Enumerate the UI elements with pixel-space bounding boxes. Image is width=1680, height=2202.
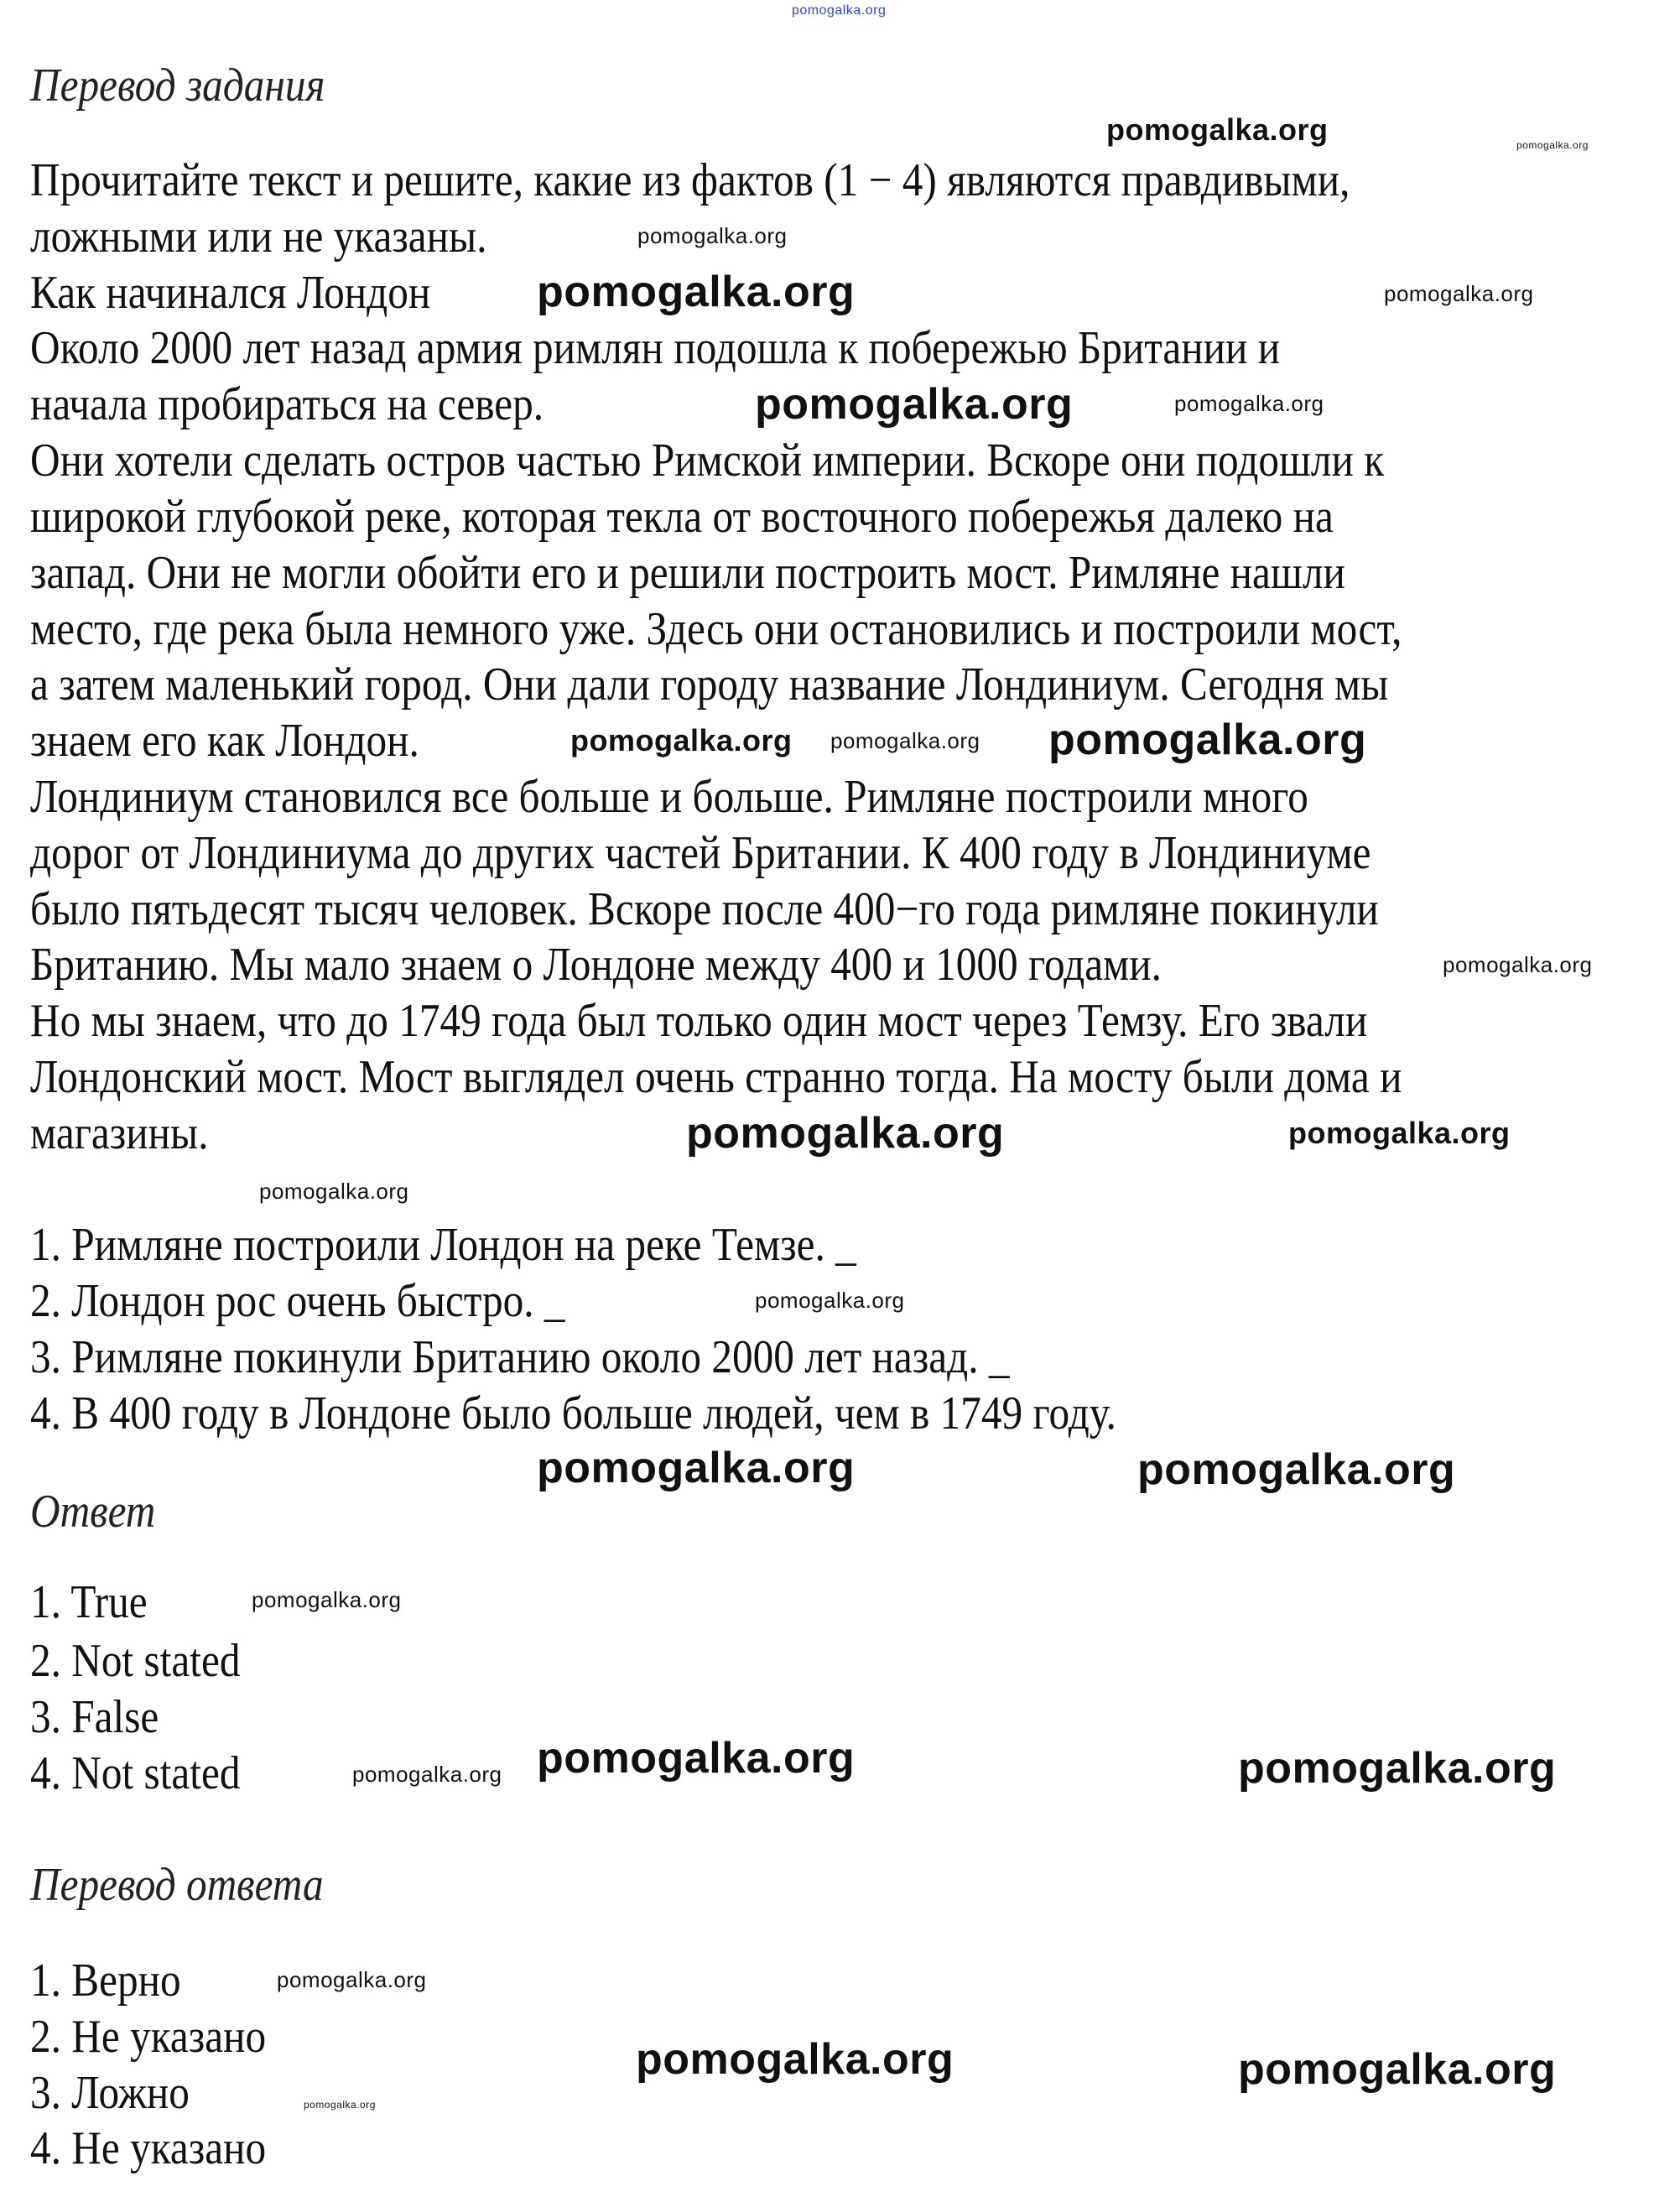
watermark: pomogalka.org [1384,281,1534,306]
translation-item: 1. Верно [30,1955,181,2007]
text-title: Как начинался Лондон [30,267,431,319]
fact-item: 3. Римляне покинули Британию около 2000 лет назад. _ [30,1331,1010,1383]
answer-item: 4. Not stated [30,1747,241,1799]
watermark: pomogalka.org [686,1109,1005,1158]
text-line: Они хотели сделать остров частью Римской империи. Вскоре они подошли к [30,435,1385,487]
translation-item: 4. Не указано [30,2122,267,2174]
watermark: pomogalka.org [352,1762,502,1787]
watermark: pomogalka.org [1238,2045,1557,2094]
watermark: pomogalka.org [636,2035,954,2084]
watermark: pomogalka.org [537,268,856,316]
watermark: pomogalka.org [1238,1744,1557,1793]
text-line: магазины. [30,1107,209,1159]
watermark: pomogalka.org [1288,1116,1511,1150]
text-line: ложными или не указаны. [30,211,487,263]
watermark: pomogalka.org [792,3,887,18]
watermark: pomogalka.org [277,1967,427,1992]
watermark: pomogalka.org [755,1288,905,1313]
text-line: широкой глубокой реке, которая текла от восточного побережья далеко на [30,491,1334,543]
watermark: pomogalka.org [1516,139,1589,151]
watermark: pomogalka.org [830,728,980,753]
task-heading: Перевод задания [30,60,325,112]
watermark: pomogalka.org [537,1734,856,1783]
text-line: а затем маленький город. Они дали городу название Лондиниум. Сегодня мы [30,659,1389,711]
translation-item: 3. Ложно [30,2067,190,2119]
text-line: Прочитайте текст и решите, какие из фактов (1 − 4) являются правдивыми, [30,154,1350,206]
watermark: pomogalka.org [252,1587,402,1612]
watermark: pomogalka.org [537,1444,856,1492]
watermark: pomogalka.org [1048,716,1367,764]
text-line: запад. Они не могли обойти его и решили построить мост. Римляне нашли [30,547,1345,599]
watermark: pomogalka.org [304,2099,376,2111]
watermark: pomogalka.org [1106,112,1329,147]
translation-item: 2. Не указано [30,2011,267,2063]
text-line: было пятьдесят тысяч человек. Вскоре после 400−го года римляне покинули [30,883,1379,935]
text-line: Лондиниум становился все больше и больше. Римляне построили много [30,771,1308,823]
fact-item: 2. Лондон рос очень быстро. _ [30,1275,565,1327]
text-line: место, где река была немного уже. Здесь они остановились и построили мост, [30,603,1402,655]
text-line: Но мы знаем, что до 1749 года был только один мост через Темзу. Его звали [30,995,1368,1047]
watermark: pomogalka.org [1174,391,1324,416]
watermark: pomogalka.org [1443,952,1593,977]
fact-item: 4. В 400 году в Лондоне было больше людей, чем в 1749 году. [30,1387,1116,1439]
translation-heading: Перевод ответа [30,1859,324,1911]
text-line: Лондонский мост. Мост выглядел очень странно тогда. На мосту были дома и [30,1051,1402,1103]
text-line: Около 2000 лет назад армия римлян подошла к побережью Британии и [30,322,1281,374]
text-line: начала пробираться на север. [30,378,544,430]
answer-heading: Ответ [30,1486,156,1538]
answer-item: 2. Not stated [30,1635,241,1687]
answer-item: 3. False [30,1691,159,1743]
answer-item: 1. True [30,1576,148,1628]
text-line: знаем его как Лондон. [30,715,419,767]
fact-item: 1. Римляне построили Лондон на реке Темзе. _ [30,1219,856,1271]
text-line: Британию. Мы мало знаем о Лондоне между 400 и 1000 годами. [30,939,1162,991]
watermark: pomogalka.org [755,380,1074,429]
watermark: pomogalka.org [259,1179,409,1204]
text-line: дорог от Лондиниума до других частей Британии. К 400 году в Лондиниуме [30,827,1371,879]
watermark: pomogalka.org [1137,1445,1456,1494]
watermark: pomogalka.org [570,723,793,757]
watermark: pomogalka.org [637,223,788,248]
